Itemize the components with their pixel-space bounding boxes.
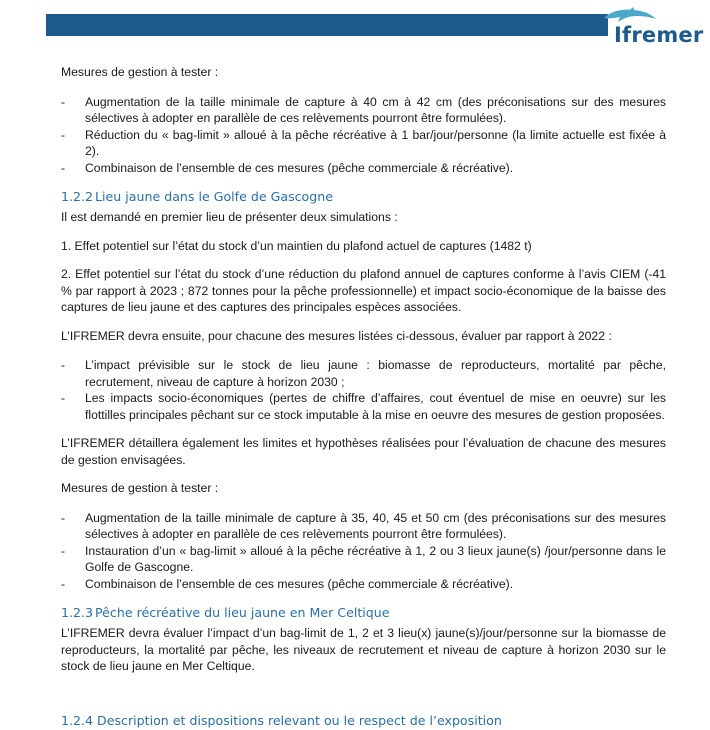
list-item: - Les impacts socio-économiques (pertes de chiffre d’affaires, cout éventuel de mise en oeuvre) sur les flottilles principales pêchant sur ce stock imputable à la mise en oeuvre des mesures de gestion proposées.	[61, 390, 666, 423]
list-item: - Augmentation de la taille minimale de capture à 40 cm à 42 cm (des préconisations sur des mesures sélectives à adopter en parallèle de ces relèvements pourront être formulées).	[61, 94, 666, 127]
measures-label-2: Mesures de gestion à tester :	[61, 481, 219, 495]
list-item: - Combinaison de l’ensemble de ces mesures (pêche commerciale & récréative).	[61, 160, 666, 177]
logo-text: Ifremer	[614, 23, 704, 47]
measures-list-2	[61, 510, 666, 593]
paragraph: L’IFREMER détaillera également les limites et hypothèses réalisées pour l’évaluation de chacune des mesures de gestion envisagées.	[61, 436, 666, 467]
list-item: - L’impact prévisible sur le stock de lieu jaune : biomasse de reproducteurs, mortalité par pêche, recrutement, niveau de capture à horizon 2030 ;	[61, 357, 666, 390]
ifremer-logo	[600, 6, 704, 46]
paragraph: Il est demandé en premier lieu de présenter deux simulations :	[61, 210, 398, 224]
paragraph: L’IFREMER devra évaluer l’impact d’un bag-limit de 1, 2 et 3 lieu(x) jaune(s)/jour/personne sur la biomasse de reproducteurs, la mortalité par pêche, les niveaux de recrutement et niveau de capture à horizon 2030 sur le stock de lieu jaune en Mer Celtique.	[61, 626, 666, 673]
list-item: - Réduction du « bag-limit » alloué à la pêche récréative à 1 bar/jour/personne (la limite actuelle est fixée à 2).	[61, 127, 666, 160]
list-item: - Combinaison de l’ensemble de ces mesures (pêche commerciale & récréative).	[61, 576, 666, 593]
paragraph: L’IFREMER devra ensuite, pour chacune des mesures listées ci-dessous, évaluer par rapport à 2022 :	[61, 328, 612, 343]
paragraph: 1. Effet potentiel sur l’état du stock d’un maintien du plafond actuel de captures (1482 t)	[61, 238, 532, 253]
section-number: 1.2.3	[61, 605, 94, 620]
paragraph: 2. Effet potentiel sur l’état du stock d’une réduction du plafond annuel de captures conforme à l’avis CIEM (-41 % par rapport à 2023 ; 872 tonnes pour la pêche professionnelle) et impact socio-économique de la baisse des captures de lieu jaune et des captures des principales espèces associées.	[61, 267, 666, 314]
section-heading-1-2-3	[61, 604, 666, 622]
document-body	[61, 64, 666, 675]
section-title: Pêche récréative du lieu jaune en Mer Celtique	[95, 605, 390, 620]
section-title: Lieu jaune dans le Golfe de Gascogne	[95, 189, 333, 204]
measures-label-1: Mesures de gestion à tester :	[61, 65, 219, 79]
section-heading-1-2-2	[61, 188, 666, 206]
list-item: - Augmentation de la taille minimale de capture à 35, 40, 45 et 50 cm (des préconisations sur des mesures sélectives à adopter en parallèle de ces relèvements pourront être formulées).	[61, 510, 666, 543]
cut-off-heading: 1.2.4 Description et dispositions relevant ou le respect de l’exposition	[61, 713, 502, 728]
header-bar	[46, 14, 608, 36]
section-number: 1.2.2	[61, 189, 94, 204]
measures-list-1	[61, 94, 666, 177]
list-item: - Instauration d’un « bag-limit » alloué à la pêche récréative à 1, 2 ou 3 lieux jaune(s) /jour/personne dans le Golfe de Gascogne.	[61, 543, 666, 576]
evaluation-list	[61, 357, 666, 423]
